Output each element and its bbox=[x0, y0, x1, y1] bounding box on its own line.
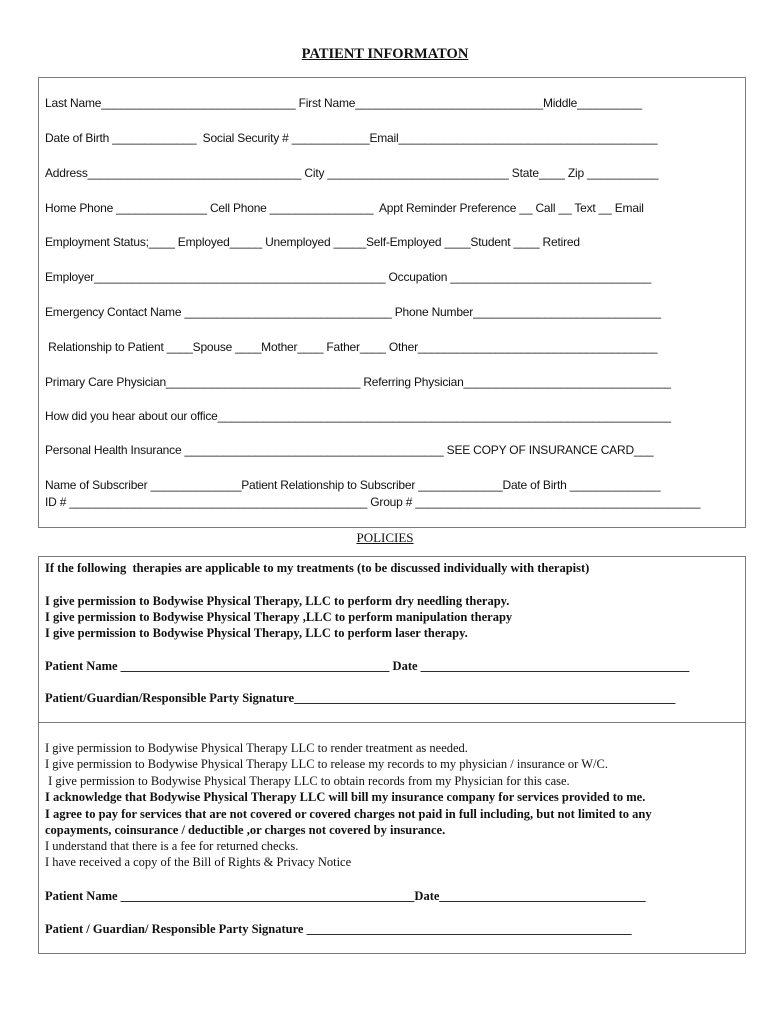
address-city-state-zip-field[interactable]: Address_________________________________ City ____________________________ State____ Zip ___________ bbox=[45, 166, 659, 180]
employment-status-field[interactable]: Employment Status;____ Employed_____ Unemployed _____Self-Employed ____Student ____ Retired bbox=[45, 235, 580, 249]
payment-agreement-cont: copayments, coinsurance / deductible ,or charges not covered by insurance. bbox=[45, 823, 446, 837]
policies-patient-name-date-field[interactable]: Patient Name _______________________________________________Date_________________________________ bbox=[45, 889, 646, 903]
subscriber-field[interactable]: Name of Subscriber ______________Patient Relationship to Subscriber _____________Date of Birth ______________ bbox=[45, 478, 661, 492]
insurance-field[interactable]: Personal Health Insurance ________________________________________ SEE COPY OF INSURANCE CARD___ bbox=[45, 443, 654, 457]
records-obtain-consent: I give permission to Bodywise Physical Therapy LLC to obtain records from my Physician for this case. bbox=[45, 774, 570, 788]
therapy-signature-field[interactable]: Patient/Guardian/Responsible Party Signature_____________________________________________________________ bbox=[45, 691, 676, 705]
records-release-consent: I give permission to Bodywise Physical Therapy LLC to release my records to my physician / insurance or W/C. bbox=[45, 757, 608, 771]
dob-ssn-email-field[interactable]: Date of Birth _____________ Social Security # ____________Email________________________________________ bbox=[45, 131, 658, 145]
laser-consent: I give permission to Bodywise Physical Therapy, LLC to perform laser therapy. bbox=[45, 626, 468, 640]
emergency-contact-field[interactable]: Emergency Contact Name ________________________________ Phone Number_____________________________ bbox=[45, 305, 661, 319]
manipulation-consent: I give permission to Bodywise Physical Therapy ,LLC to perform manipulation therapy bbox=[45, 610, 513, 624]
relationship-to-patient-field[interactable]: Relationship to Patient ____Spouse ____Mother____ Father____ Other_____________________________________ bbox=[45, 340, 658, 354]
employer-occupation-field[interactable]: Employer_____________________________________________ Occupation _______________________________ bbox=[45, 270, 652, 284]
id-group-field[interactable]: ID # ______________________________________________ Group # ____________________________________________ bbox=[45, 495, 701, 509]
last-first-middle-name-field[interactable]: Last Name______________________________ First Name_____________________________Middle__________ bbox=[45, 96, 642, 110]
phone-reminder-field[interactable]: Home Phone ______________ Cell Phone ________________ Appt Reminder Preference __ Call __ Text __ Email bbox=[45, 201, 644, 215]
policies-heading: POLICIES bbox=[356, 530, 414, 545]
privacy-notice-receipt: I have received a copy of the Bill of Rights & Privacy Notice bbox=[45, 855, 352, 869]
referral-source-field[interactable]: How did you hear about our office______________________________________________________________________ bbox=[45, 409, 671, 423]
policies-divider bbox=[38, 722, 746, 723]
returned-check-notice: I understand that there is a fee for returned checks. bbox=[45, 839, 299, 853]
therapy-patient-name-date-field[interactable]: Patient Name ___________________________________________ Date ___________________________________________ bbox=[45, 659, 690, 673]
billing-acknowledgement: I acknowledge that Bodywise Physical Therapy LLC will bill my insurance company for services provided to me. bbox=[45, 790, 646, 804]
policies-signature-field[interactable]: Patient / Guardian/ Responsible Party Signature ____________________________________________________ bbox=[45, 922, 632, 936]
treatment-consent: I give permission to Bodywise Physical Therapy LLC to render treatment as needed. bbox=[45, 741, 468, 755]
physician-field[interactable]: Primary Care Physician______________________________ Referring Physician________________________________ bbox=[45, 375, 671, 389]
form-title: PATIENT INFORMATON bbox=[301, 46, 469, 62]
payment-agreement: I agree to pay for services that are not covered or covered charges not paid in full including, but not limited to any bbox=[45, 807, 652, 821]
therapies-intro: If the following therapies are applicable to my treatments (to be discussed individually with therapist) bbox=[45, 561, 590, 575]
dry-needling-consent: I give permission to Bodywise Physical Therapy, LLC to perform dry needling therapy. bbox=[45, 594, 510, 608]
